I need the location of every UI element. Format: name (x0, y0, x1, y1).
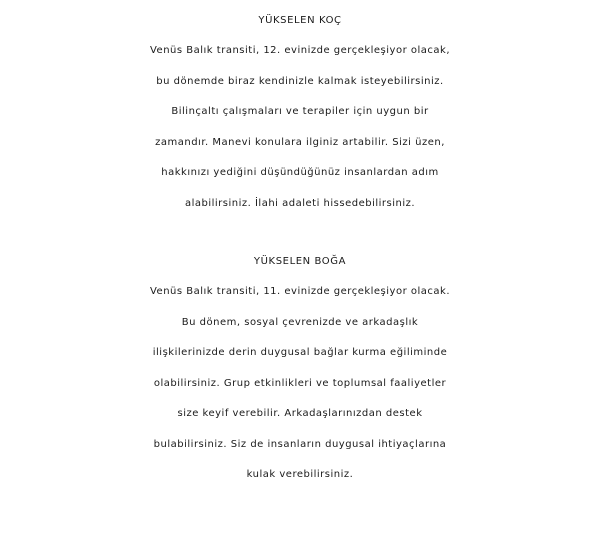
text-line: kulak verebilirsiniz. (246, 469, 354, 480)
text-line: Bilinçaltı çalışmaları ve terapiler için uygun bir (171, 106, 429, 117)
text-line: size keyif verebilir. Arkadaşlarınızdan destek (177, 408, 423, 419)
section-body (0, 36, 600, 219)
text-line: bu dönemde biraz kendinizle kalmak isteyebilirsiniz. (156, 75, 444, 87)
text-line: Venüs Balık transiti, 11. evinizde gerçekleşiyor olacak. (149, 286, 450, 297)
section-body (0, 277, 600, 491)
text-line: zamandır. Manevi konulara ilginiz artabilir. Sizi üzen, (155, 136, 445, 148)
section-heading: YÜKSELEN BOĞA (253, 256, 347, 267)
text-line: alabilirsiniz. İlahi adaleti hissedebilirsiniz. (184, 197, 416, 209)
text-line: hakkınızı yediğini düşündüğünüz insanlardan adım (161, 167, 439, 178)
section-yukselen-koc (0, 6, 600, 219)
text-line: Venüs Balık transiti, 12. evinizde gerçekleşiyor olacak, (149, 45, 450, 56)
text-line: Bu dönem, sosyal çevrenizde ve arkadaşlık (181, 316, 419, 328)
text-line: olabilirsiniz. Grup etkinlikleri ve toplumsal faaliyetler (153, 377, 447, 389)
text-line: bulabilirsiniz. Siz de insanların duygusal ihtiyaçlarına (153, 438, 447, 450)
section-heading: YÜKSELEN KOÇ (258, 15, 342, 26)
section-yukselen-boga (0, 247, 600, 491)
text-line: ilişkilerinizde derin duygusal bağlar kurma eğiliminde (152, 347, 448, 358)
